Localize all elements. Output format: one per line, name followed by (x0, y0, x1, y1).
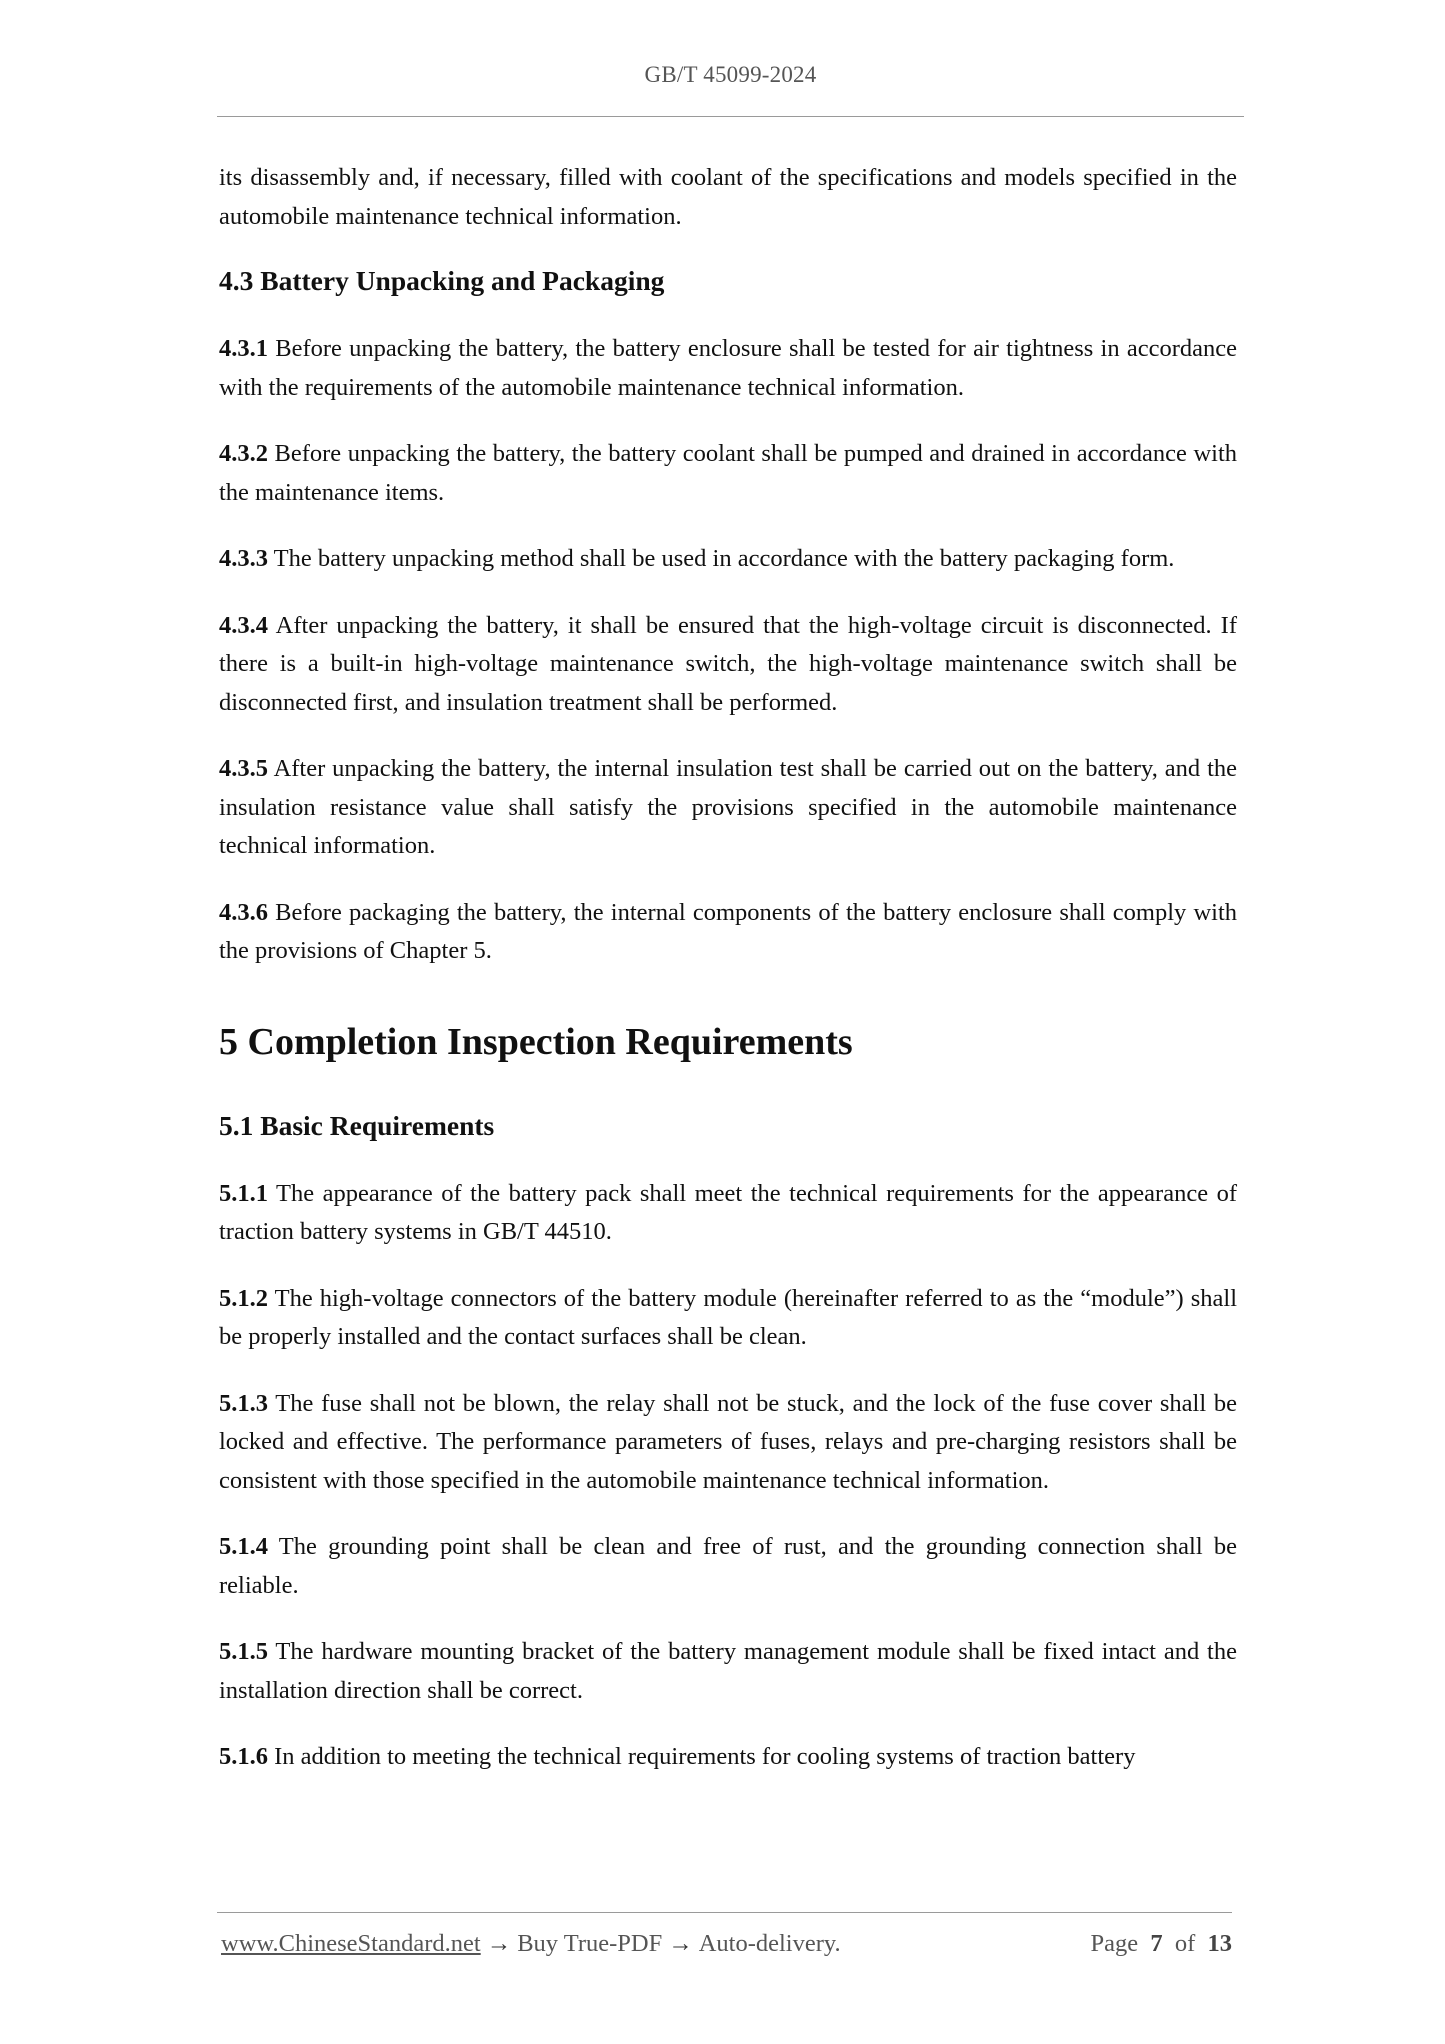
clause-4-3-1 (219, 330, 1237, 407)
clause-number: 4.3.3 (219, 545, 268, 572)
header-divider (217, 116, 1244, 117)
clause-5-1-4 (219, 1528, 1237, 1605)
clause-number: 5.1.1 (219, 1179, 268, 1207)
footer-promo (221, 1930, 841, 1958)
clause-number: 4.3.6 (219, 898, 268, 926)
clause-text: Before unpacking the battery, the battery enclosure shall be tested for air tightness in accordance with the requirements of the automobile maintenance technical information. (219, 335, 1237, 401)
page-label: Page (1090, 1930, 1139, 1957)
clause-number: 5.1.2 (219, 1284, 268, 1312)
total-pages: 13 (1207, 1930, 1232, 1957)
clause-text: Before packaging the battery, the internal components of the battery enclosure shall comply with the provisions of Chapter 5. (219, 898, 1237, 964)
website-link[interactable]: www.ChineseStandard.net (221, 1930, 481, 1957)
clause-4-3-4 (219, 607, 1237, 723)
clause-number: 5.1.5 (219, 1638, 268, 1665)
clause-4-3-3 (219, 540, 1237, 579)
clause-5-1-6 (219, 1738, 1237, 1777)
clause-number: 5.1.3 (219, 1389, 268, 1417)
clause-4-3-5 (219, 750, 1237, 866)
page-number (1090, 1930, 1232, 1958)
of-label: of (1174, 1930, 1196, 1957)
section-heading-4-3: 4.3 Battery Unpacking and Packaging (219, 265, 665, 296)
page-header: GB/T 45099-2024 (644, 62, 817, 87)
clause-4-3-2 (219, 435, 1237, 512)
delivery-text: Auto-delivery. (698, 1930, 841, 1957)
clause-5-1-3 (219, 1385, 1237, 1501)
clause-number: 4.3.1 (219, 335, 268, 362)
clause-text: The appearance of the battery pack shall meet the technical requirements for the appearance of traction battery systems in GB/T 44510. (219, 1179, 1237, 1245)
clause-text: The hardware mounting bracket of the battery management module shall be fixed intact and the installation direction shall be correct. (219, 1638, 1237, 1704)
clause-number: 4.3.2 (219, 440, 268, 467)
page-body (219, 159, 1237, 1805)
clause-5-1-2 (219, 1280, 1237, 1357)
clause-number: 4.3.5 (219, 755, 268, 782)
clause-text: Before unpacking the battery, the battery coolant shall be pumped and drained in accordance with the maintenance items. (219, 440, 1237, 506)
arrow-right-icon: → (486, 1930, 512, 1957)
footer-divider (217, 1912, 1232, 1913)
clause-number: 4.3.4 (219, 611, 268, 639)
clause-4-3-6 (219, 894, 1237, 971)
chapter-heading-5: 5 Completion Inspection Requirements (219, 1020, 853, 1063)
section-heading-5-1: 5.1 Basic Requirements (219, 1109, 495, 1141)
clause-5-1-5 (219, 1633, 1237, 1710)
clause-text: After unpacking the battery, it shall be ensured that the high-voltage circuit is disconnected. If there is a built-in high-voltage maintenance switch, the high-voltage maintenance switch shall be disconnected first, and insulation treatment shall be performed. (219, 611, 1237, 716)
clause-text: After unpacking the battery, the internal insulation test shall be carried out on the battery, and the insulation resistance value shall satisfy the provisions specified in the automobile maintenance technical information. (219, 755, 1237, 859)
clause-text: In addition to meeting the technical requirements for cooling systems of traction battery (268, 1743, 1136, 1770)
clause-text: The high-voltage connectors of the battery module (hereinafter referred to as the “module”) shall be properly installed and the contact surfaces shall be clean. (219, 1284, 1237, 1350)
clause-text: The battery unpacking method shall be used in accordance with the battery packaging form. (268, 545, 1175, 572)
clause-5-1-1 (219, 1175, 1237, 1252)
current-page: 7 (1150, 1930, 1163, 1957)
clause-text: The grounding point shall be clean and free of rust, and the grounding connection shall be reliable. (219, 1533, 1237, 1599)
intro-paragraph: its disassembly and, if necessary, filled with coolant of the specifications and models specified in the automobile maintenance technical information. (219, 164, 1237, 230)
clause-number: 5.1.4 (219, 1533, 268, 1560)
arrow-right-icon: → (668, 1930, 693, 1957)
page-footer (221, 1930, 1232, 1958)
clause-number: 5.1.6 (219, 1743, 268, 1770)
buy-text: Buy True-PDF (517, 1930, 663, 1957)
clause-text: The fuse shall not be blown, the relay shall not be stuck, and the lock of the fuse cover shall be locked and effective. The performance parameters of fuses, relays and pre-charging resistors shall be consistent with those specified in the automobile maintenance technical information. (219, 1389, 1237, 1494)
